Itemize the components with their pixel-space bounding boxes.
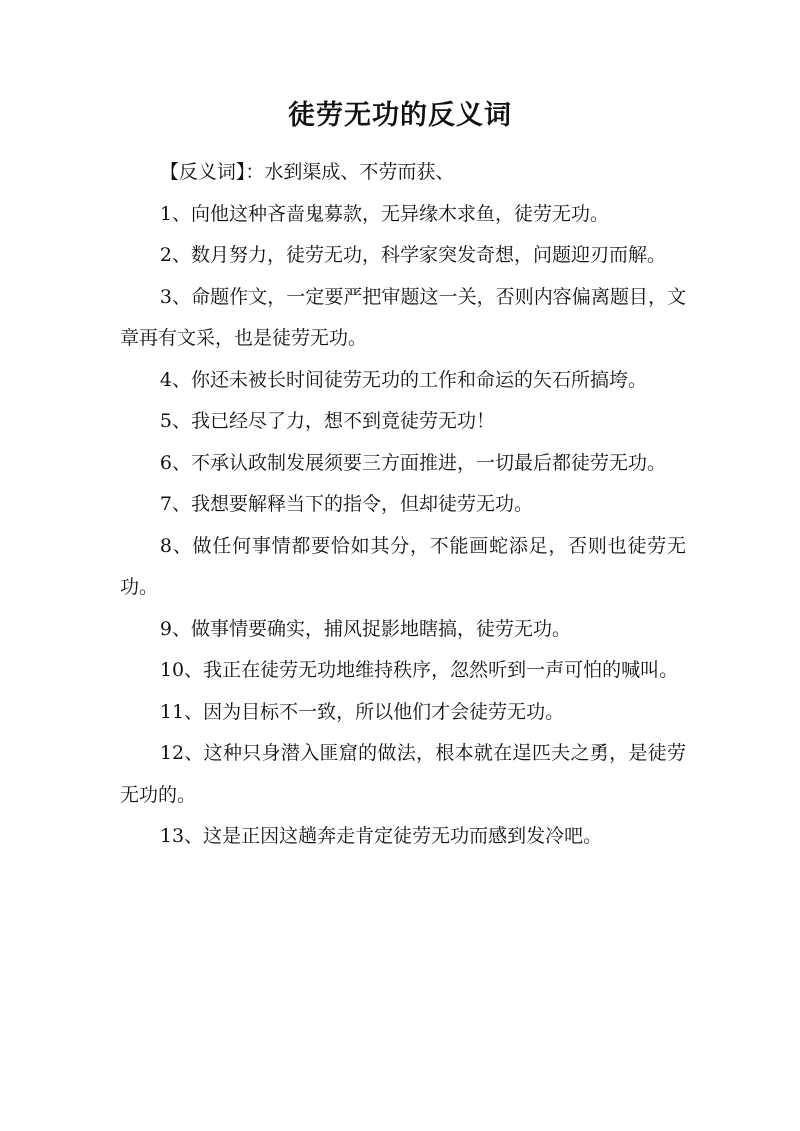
paragraph-example-7: 7、我想要解释当下的指令，但却徒劳无功。 <box>159 493 533 515</box>
paragraph-example-3: 3、命题作文，一定要严把审题这一关，否则内容偏离题目，文章再有文采，也是徒劳无功。 <box>120 285 686 349</box>
paragraph-example-11: 11、因为目标不一致，所以他们才会徒劳无功。 <box>159 700 565 723</box>
document-title: 徒劳无功的反义词 <box>288 100 512 131</box>
paragraph-example-6: 6、不承认政制发展须要三方面推进，一切最后都徒劳无功。 <box>159 451 666 474</box>
paragraph-example-1: 1、向他这种吝啬鬼募款，无异缘木求鱼，徒劳无功。 <box>159 202 609 225</box>
paragraph-example-2: 2、数月努力，徒劳无功，科学家突发奇想，问题迎刃而解。 <box>159 244 666 266</box>
paragraph-antonyms: 【反义词】：水到渠成、不劳而获、 <box>159 161 455 183</box>
paragraph-example-12: 12、这种只身潜入匪窟的做法，根本就在逞匹夫之勇，是徒劳无功的。 <box>120 742 686 806</box>
paragraph-example-9: 9、做事情要确实，捕风捉影地瞎搞，徒劳无功。 <box>159 617 571 640</box>
document-body <box>120 152 686 858</box>
paragraph-example-10: 10、我正在徒劳无功地维持秩序，忽然听到一声可怕的喊叫。 <box>159 659 679 681</box>
paragraph-example-5: 5、我已经尽了力，想不到竟徒劳无功！ <box>159 410 495 432</box>
paragraph-example-13: 13、这是正因这趟奔走肯定徒劳无功而感到发冷吧。 <box>159 825 603 847</box>
paragraph-example-8: 8、做任何事情都要恰如其分，不能画蛇添足，否则也徒劳无功。 <box>120 534 686 598</box>
paragraph-example-4: 4、你还未被长时间徒劳无功的工作和命运的矢石所搞垮。 <box>159 368 647 391</box>
